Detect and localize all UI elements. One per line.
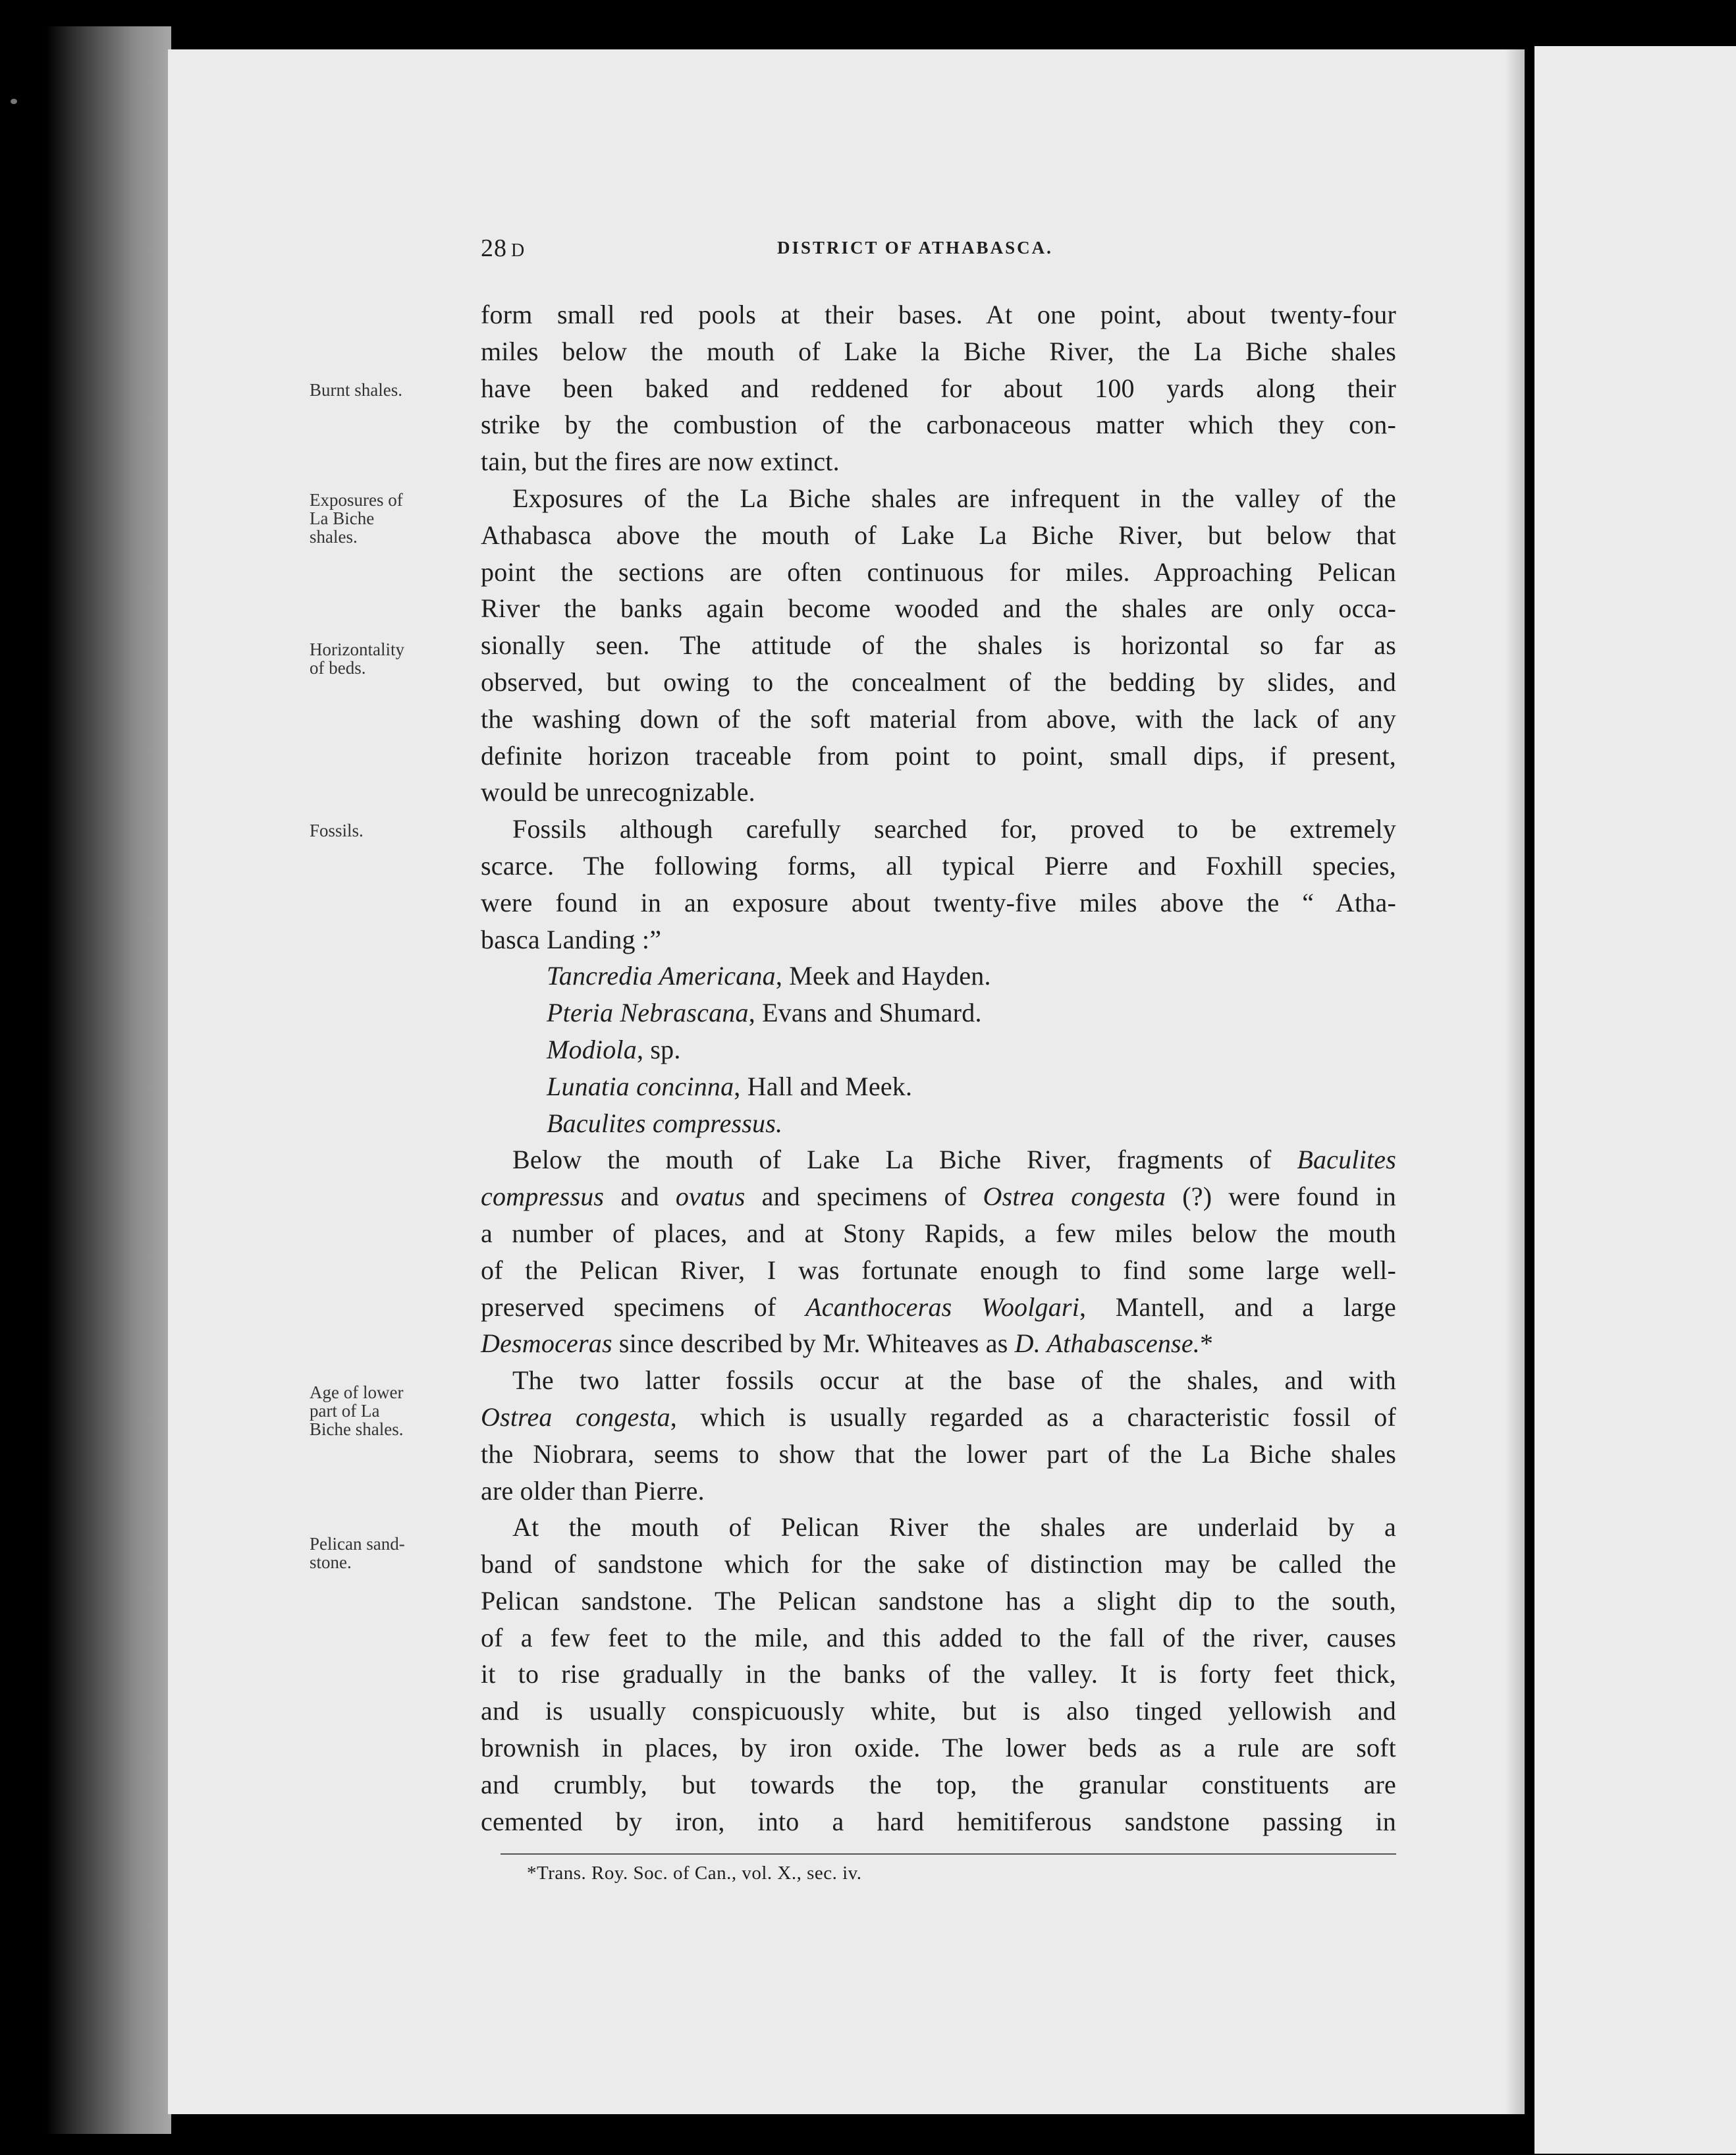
text-line: Below the mouth of Lake La Biche River, fragments of Baculites bbox=[512, 1145, 1396, 1175]
text-line: Pelican sandstone. The Pelican sandstone has a slight dip to the south, bbox=[481, 1585, 1396, 1616]
margin-note-fossils: Fossils. bbox=[310, 821, 364, 840]
text-line: were found in an exposure about twenty-five miles above the “ Atha- bbox=[481, 887, 1396, 917]
text-line: definite horizon traceable from point to point, small dips, if present, bbox=[481, 740, 1396, 771]
species-entry: Baculites compressus. bbox=[547, 1108, 783, 1138]
scan-border bbox=[46, 26, 171, 2134]
running-title: DISTRICT OF ATHABASCA. bbox=[777, 238, 1053, 258]
text-line: Exposures of the La Biche shales are infrequent in the valley of the bbox=[512, 483, 1396, 513]
text-line: band of sandstone which for the sake of distinction may be called the bbox=[481, 1549, 1396, 1579]
text-line: a number of places, and at Stony Rapids, a few miles below the mouth bbox=[481, 1218, 1396, 1248]
facing-page-edge bbox=[1534, 46, 1736, 2154]
scan-smudge bbox=[11, 99, 17, 104]
text-line: point the sections are often continuous for miles. Approaching Pelican bbox=[481, 557, 1396, 587]
text-line: River the banks again become wooded and the shales are only occa- bbox=[481, 593, 1396, 624]
footnote: *Trans. Roy. Soc. of Can., vol. X., sec. iv. bbox=[527, 1863, 862, 1884]
text-line: At the mouth of Pelican River the shales are underlaid by a bbox=[512, 1512, 1396, 1542]
text-line: have been baked and reddened for about 100 yards along their bbox=[481, 373, 1396, 403]
text-line: Desmoceras since described by Mr. Whiteaves as D. Athabascense.* bbox=[481, 1328, 1214, 1359]
text-line: preserved specimens of Acanthoceras Woolgari, Mantell, and a large bbox=[481, 1292, 1396, 1322]
running-head bbox=[481, 234, 1396, 267]
text-line: are older than Pierre. bbox=[481, 1475, 705, 1506]
text-line: brownish in places, by iron oxide. The lower beds as a rule are soft bbox=[481, 1733, 1396, 1763]
text-line: strike by the combustion of the carbonaceous matter which they con- bbox=[481, 410, 1396, 440]
species-entry: Modiola, sp. bbox=[547, 1034, 681, 1064]
margin-note-horizontality: Horizontality of beds. bbox=[310, 640, 404, 678]
gutter-shadow bbox=[1505, 49, 1525, 2114]
margin-note-exposures: Exposures of La Biche shales. bbox=[310, 490, 403, 547]
text-line: Ostrea congesta, which is usually regarded as a characteristic fossil of bbox=[481, 1402, 1396, 1432]
text-line: basca Landing :” bbox=[481, 924, 662, 954]
text-line: of a few feet to the mile, and this added to the fall of the river, causes bbox=[481, 1622, 1396, 1652]
text-line: miles below the mouth of Lake la Biche River, the La Biche shales bbox=[481, 336, 1396, 366]
text-line: Fossils although carefully searched for, proved to be extremely bbox=[512, 814, 1396, 844]
margin-note-pelican-sandstone: Pelican sand- stone. bbox=[310, 1534, 405, 1572]
species-entry: Pteria Nebrascana, Evans and Shumard. bbox=[547, 998, 982, 1028]
footnote-rule bbox=[501, 1853, 1396, 1855]
text-line: the Niobrara, seems to show that the lower part of the La Biche shales bbox=[481, 1438, 1396, 1469]
text-line: would be unrecognizable. bbox=[481, 777, 755, 807]
text-line: observed, but owing to the concealment of the bedding by slides, and bbox=[481, 667, 1396, 697]
text-line: it to rise gradually in the banks of the valley. It is forty feet thick, bbox=[481, 1659, 1396, 1689]
margin-note-age: Age of lower part of La Biche shales. bbox=[310, 1382, 404, 1439]
text-line: form small red pools at their bases. At one point, about twenty-four bbox=[481, 300, 1396, 329]
species-entry: Tancredia Americana, Meek and Hayden. bbox=[547, 961, 991, 991]
text-line: The two latter fossils occur at the base of the shales, and with bbox=[512, 1365, 1396, 1396]
body-text bbox=[481, 296, 1396, 1840]
margin-note-burnt-shales: Burnt shales. bbox=[310, 380, 402, 400]
text-line: compressus and ovatus and specimens of Ostrea congesta (?) were found in bbox=[481, 1182, 1396, 1212]
text-line: tain, but the fires are now extinct. bbox=[481, 447, 840, 477]
text-line: scarce. The following forms, all typical Pierre and Foxhill species, bbox=[481, 850, 1396, 881]
text-line: and crumbly, but towards the top, the granular constituents are bbox=[481, 1769, 1396, 1799]
page-number: 28 D bbox=[481, 234, 526, 262]
text-line: sionally seen. The attitude of the shales is horizontal so far as bbox=[481, 630, 1396, 661]
text-line: the washing down of the soft material from above, with the lack of any bbox=[481, 703, 1396, 734]
text-line: cemented by iron, into a hard hemitiferous sandstone passing in bbox=[481, 1806, 1396, 1836]
text-line: and is usually conspicuously white, but is also tinged yellowish and bbox=[481, 1696, 1396, 1726]
text-line: of the Pelican River, I was fortunate enough to find some large well- bbox=[481, 1255, 1396, 1285]
text-line: Athabasca above the mouth of Lake La Biche River, but below that bbox=[481, 520, 1396, 550]
species-entry: Lunatia concinna, Hall and Meek. bbox=[547, 1071, 913, 1101]
